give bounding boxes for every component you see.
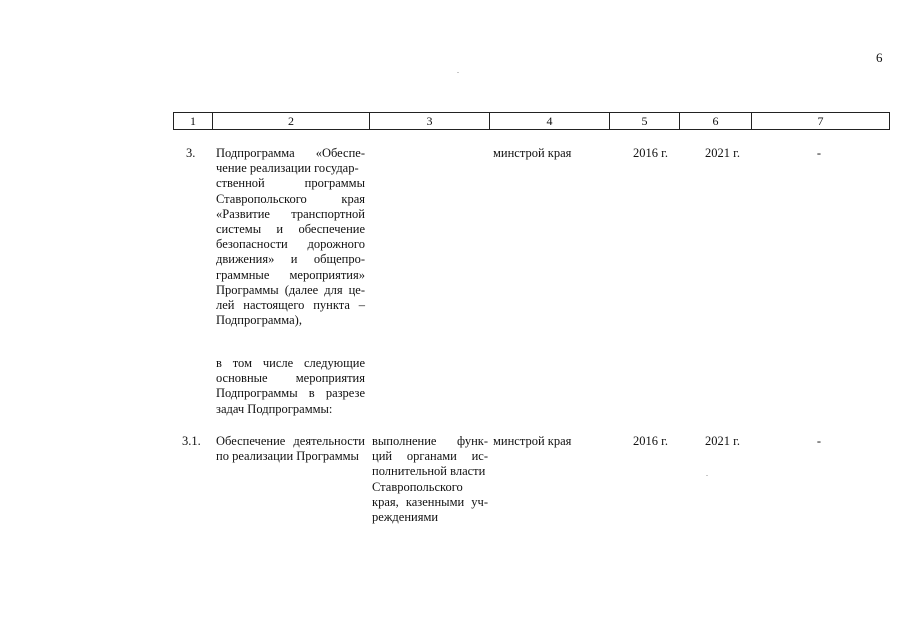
- row-name-line: Программы (далее для це-: [216, 282, 365, 297]
- row-name-line: чение реализации государ-: [216, 161, 359, 176]
- row-name-line: граммные мероприятия»: [216, 267, 365, 282]
- row-name-line: Подпрограмма),: [216, 313, 302, 328]
- row-executor-line: выполнение функ-: [372, 434, 488, 448]
- row-end-year: 2021 г.: [705, 146, 740, 160]
- row-name-line: системы и обеспечение: [216, 222, 365, 237]
- header-col-4: 4: [490, 113, 610, 129]
- row-subnote-line: основные мероприятия: [216, 371, 365, 386]
- row-executor-line: Ставропольского: [372, 479, 463, 494]
- row-name-line: по реализации Программы: [216, 449, 359, 464]
- row-number: 3.: [186, 146, 196, 160]
- row-subnote-line: задач Подпрограммы:: [216, 401, 333, 416]
- row-name-line: движения» и общепро-: [216, 252, 365, 267]
- scan-speck: [457, 72, 459, 73]
- row-start-year: 2016 г.: [633, 146, 668, 160]
- row-number: 3.1.: [182, 434, 201, 448]
- header-col-6: 6: [680, 113, 752, 129]
- row-end-year: 2021 г.: [705, 434, 740, 448]
- row-responsible: минстрой края: [493, 146, 572, 160]
- row-subnote-line: Подпрограммы в разрезе: [216, 386, 365, 401]
- row-name-line: Обеспечение деятельности: [216, 434, 365, 448]
- row-name: [216, 434, 365, 464]
- row-note: -: [816, 146, 822, 160]
- header-col-3: 3: [370, 113, 490, 129]
- row-subnote-line: в том числе следующие: [216, 356, 365, 370]
- row-executor-line: полнительной власти: [372, 464, 486, 479]
- row-executor-line: ций органами ис-: [372, 449, 488, 464]
- row-executor: [372, 434, 488, 525]
- row-name-line: безопасности дорожного: [216, 237, 365, 252]
- row-name-line: лей настоящего пункта –: [216, 298, 365, 313]
- row-name-line: «Развитие транспортной: [216, 206, 365, 221]
- header-col-7: 7: [817, 114, 824, 128]
- table-header-row: [173, 112, 890, 130]
- header-col-2: 2: [213, 113, 370, 129]
- header-col-5: 5: [610, 113, 680, 129]
- row-name-line: ственной программы: [216, 176, 365, 191]
- row-name-line: Подпрограмма «Обеспе-: [216, 146, 365, 160]
- row-name: [216, 146, 365, 328]
- row-name-line: Ставропольского края: [216, 191, 365, 206]
- row-subnote: [216, 356, 365, 417]
- row-responsible: минстрой края: [493, 434, 572, 448]
- row-start-year: 2016 г.: [633, 434, 668, 448]
- row-note: -: [816, 434, 822, 448]
- scan-speck: [706, 475, 708, 476]
- page-number: 6: [876, 50, 883, 65]
- row-executor-line: реждениями: [372, 510, 439, 525]
- row-executor-line: края, казенными уч-: [372, 494, 488, 509]
- header-col-1: 1: [174, 113, 213, 129]
